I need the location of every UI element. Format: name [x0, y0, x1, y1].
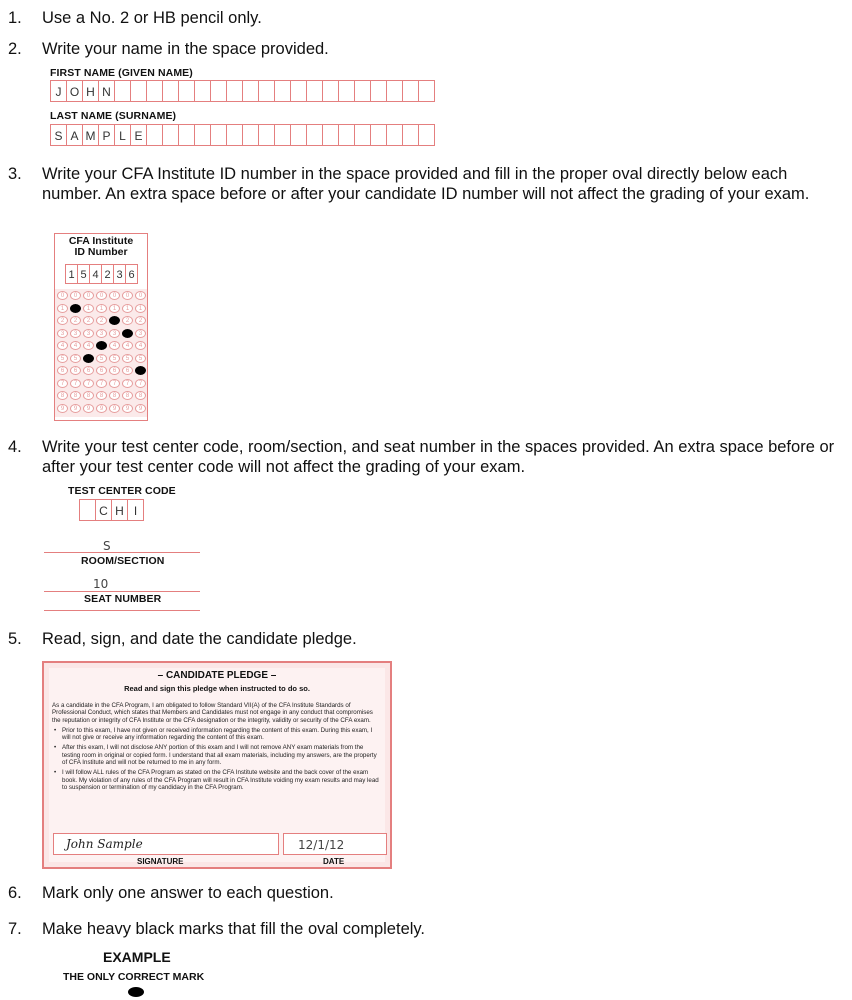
- id-bubble[interactable]: 2: [70, 316, 81, 325]
- id-bubble[interactable]: 8: [122, 391, 133, 400]
- step-number: 6.: [8, 884, 22, 902]
- first-name-letter-box[interactable]: N: [98, 80, 115, 102]
- first-name-letter-box[interactable]: [130, 80, 147, 102]
- id-bubble[interactable]: 5: [70, 354, 81, 363]
- first-name-letter-box[interactable]: [322, 80, 339, 102]
- last-name-letter-box[interactable]: [226, 124, 243, 146]
- id-bubble[interactable]: 3: [83, 329, 94, 338]
- id-number-title: [55, 236, 147, 258]
- id-bubble[interactable]: 7: [122, 379, 133, 388]
- first-name-letter-box[interactable]: [210, 80, 227, 102]
- pledge-subtitle: Read and sign this pledge when instructed to do so.: [124, 684, 310, 693]
- room-section-value: S: [103, 539, 111, 553]
- id-bubble[interactable]: 4: [109, 341, 120, 350]
- id-bubble[interactable]: 1: [122, 304, 133, 313]
- step-text: Write your test center code, room/section, and seat number in the spaces provided. An extra space before or after your test center code will not affect the grading of your exam.: [42, 438, 835, 476]
- first-name-letter-box[interactable]: [194, 80, 211, 102]
- id-bubble[interactable]: 8: [135, 391, 146, 400]
- id-bubble[interactable]: 4: [83, 341, 94, 350]
- example-subtitle: THE ONLY CORRECT MARK: [63, 971, 205, 983]
- last-name-letter-box[interactable]: [290, 124, 307, 146]
- pledge-bullet-1: • Prior to this exam, I have not given or received information regarding the content of this exam. During this exam, I will not give or receive any information regarding the content of this exam.: [58, 727, 382, 742]
- id-bubble[interactable]: 7: [83, 379, 94, 388]
- seat-number-label: SEAT NUMBER: [84, 593, 162, 605]
- id-title-line2: ID Number: [74, 246, 128, 258]
- last-name-letter-box[interactable]: [178, 124, 195, 146]
- example-filled-oval: [128, 987, 144, 997]
- test-center-code-boxes[interactable]: [79, 499, 143, 521]
- id-bubble-row: [57, 404, 148, 413]
- id-digit-box[interactable]: 3: [113, 264, 126, 284]
- signature-value: John Sample: [66, 837, 143, 851]
- id-bubble[interactable]: [96, 341, 107, 350]
- seat-number-value: 10: [93, 577, 109, 591]
- id-bubble[interactable]: 1: [109, 304, 120, 313]
- first-name-letter-box[interactable]: [290, 80, 307, 102]
- id-bubble[interactable]: 6: [70, 366, 81, 375]
- id-bubble-row: [57, 379, 148, 388]
- id-bubble[interactable]: 3: [109, 329, 120, 338]
- last-name-letter-box[interactable]: L: [114, 124, 131, 146]
- first-name-letter-box[interactable]: [114, 80, 131, 102]
- id-number-grid: [54, 233, 148, 421]
- id-bubble[interactable]: 6: [109, 366, 120, 375]
- id-bubble[interactable]: 9: [96, 404, 107, 413]
- id-bubble[interactable]: 8: [83, 391, 94, 400]
- id-bubble[interactable]: 3: [57, 329, 68, 338]
- id-bubble[interactable]: 3: [96, 329, 107, 338]
- id-bubble[interactable]: 2: [96, 316, 107, 325]
- example-title: EXAMPLE: [103, 949, 171, 965]
- id-bubble[interactable]: [70, 304, 81, 313]
- id-bubble[interactable]: 5: [96, 354, 107, 363]
- id-bubble[interactable]: [135, 366, 146, 375]
- first-name-letter-box[interactable]: [162, 80, 179, 102]
- date-field[interactable]: [283, 833, 387, 855]
- last-name-letter-box[interactable]: [402, 124, 419, 146]
- seat-number-top-line[interactable]: [44, 591, 200, 592]
- id-bubble[interactable]: 1: [83, 304, 94, 313]
- first-name-boxes[interactable]: [50, 80, 434, 102]
- first-name-letter-box[interactable]: [258, 80, 275, 102]
- id-bubble-row: [57, 291, 148, 300]
- id-bubble[interactable]: 9: [109, 404, 120, 413]
- step-number: 1.: [8, 9, 22, 27]
- id-title-line1: CFA Institute: [68, 235, 134, 247]
- first-name-letter-box[interactable]: [146, 80, 163, 102]
- signature-label: SIGNATURE: [137, 857, 184, 866]
- test-center-code-label: TEST CENTER CODE: [68, 485, 176, 497]
- id-bubble[interactable]: 2: [122, 316, 133, 325]
- id-bubble-row: [57, 391, 148, 400]
- id-bubble[interactable]: 9: [122, 404, 133, 413]
- id-bubble-row: [57, 341, 148, 350]
- last-name-letter-box[interactable]: [354, 124, 371, 146]
- first-name-letter-box[interactable]: [338, 80, 355, 102]
- id-bubble[interactable]: 9: [83, 404, 94, 413]
- last-name-letter-box[interactable]: [322, 124, 339, 146]
- test-center-code-box[interactable]: I: [127, 499, 144, 521]
- last-name-letter-box[interactable]: [146, 124, 163, 146]
- first-name-letter-box[interactable]: [402, 80, 419, 102]
- step-text: Write your CFA Institute ID number in the space provided and fill in the proper oval directly below each number. An extra space before or after your candidate ID number will not affect the grading of your exam.: [42, 165, 810, 203]
- pledge-inner: [49, 668, 385, 866]
- id-bubble[interactable]: 0: [122, 291, 133, 300]
- id-bubble[interactable]: 9: [135, 404, 146, 413]
- id-bubble-row: [57, 354, 148, 363]
- first-name-letter-box[interactable]: [418, 80, 435, 102]
- id-bubble[interactable]: 0: [109, 291, 120, 300]
- pledge-intro: As a candidate in the CFA Program, I am obligated to follow Standard VII(A) of the CFA Institute Standards of Professional Conduct, which states that Members and Candidates must not engage in any conduct that compromises the reputation or integrity of CFA Institute or the CFA designation or the integrity, validity or security of the CFA exam.: [52, 702, 373, 724]
- id-bubble[interactable]: 7: [109, 379, 120, 388]
- id-digit-box[interactable]: 5: [77, 264, 90, 284]
- id-bubble[interactable]: 9: [70, 404, 81, 413]
- pledge-title: – CANDIDATE PLEDGE –: [157, 670, 277, 681]
- id-bubble[interactable]: 9: [57, 404, 68, 413]
- pledge-bullet-2: • After this exam, I will not disclose ANY portion of this exam and I will not remove ANY exam materials from the testing room in original or copied form. I understand that all exam materials, including my answers, are the property of CFA Institute and will not be returned to me in any form.: [58, 744, 382, 766]
- id-bubble[interactable]: 6: [96, 366, 107, 375]
- id-digit-boxes[interactable]: [65, 264, 137, 284]
- id-bubble[interactable]: 2: [83, 316, 94, 325]
- last-name-letter-box[interactable]: [386, 124, 403, 146]
- step-number: 7.: [8, 920, 22, 938]
- last-name-letter-box[interactable]: [194, 124, 211, 146]
- step-number: 5.: [8, 630, 22, 648]
- first-name-letter-box[interactable]: [386, 80, 403, 102]
- id-bubble[interactable]: 4: [57, 341, 68, 350]
- first-name-letter-box[interactable]: [354, 80, 371, 102]
- id-digit-box[interactable]: 1: [65, 264, 78, 284]
- id-bubble[interactable]: 5: [135, 354, 146, 363]
- last-name-boxes[interactable]: [50, 124, 434, 146]
- first-name-letter-box[interactable]: [370, 80, 387, 102]
- id-bubble[interactable]: 6: [57, 366, 68, 375]
- step-text: Read, sign, and date the candidate pledge.: [42, 630, 357, 648]
- id-bubble[interactable]: [109, 316, 120, 325]
- id-digit-box[interactable]: 4: [89, 264, 102, 284]
- id-bubble[interactable]: [83, 354, 94, 363]
- id-bubble[interactable]: 2: [57, 316, 68, 325]
- test-center-code-box[interactable]: [79, 499, 96, 521]
- id-bubble[interactable]: 8: [96, 391, 107, 400]
- date-label: DATE: [323, 857, 345, 866]
- id-bubble[interactable]: 8: [109, 391, 120, 400]
- id-bubble-row: [57, 366, 148, 375]
- step-text: Mark only one answer to each question.: [42, 884, 334, 902]
- step-text: Make heavy black marks that fill the oval completely.: [42, 920, 426, 938]
- last-name-letter-box[interactable]: [418, 124, 435, 146]
- pledge-body: [52, 702, 382, 794]
- last-name-letter-box[interactable]: [306, 124, 323, 146]
- id-bubble[interactable]: 8: [57, 391, 68, 400]
- date-value: 12/1/12: [298, 838, 345, 852]
- last-name-letter-box[interactable]: [242, 124, 259, 146]
- room-section-label: ROOM/SECTION: [81, 555, 165, 567]
- id-bubble[interactable]: 2: [135, 316, 146, 325]
- id-bubble[interactable]: 0: [135, 291, 146, 300]
- id-bubble-row: [57, 316, 148, 325]
- last-name-letter-box[interactable]: [338, 124, 355, 146]
- candidate-pledge: [42, 661, 392, 869]
- seat-number-bottom-line: [44, 610, 200, 611]
- id-bubble[interactable]: 3: [135, 329, 146, 338]
- first-name-letter-box[interactable]: [306, 80, 323, 102]
- id-bubble[interactable]: 1: [96, 304, 107, 313]
- id-bubble[interactable]: 4: [70, 341, 81, 350]
- last-name-letter-box[interactable]: [370, 124, 387, 146]
- id-bubble[interactable]: 4: [122, 341, 133, 350]
- step-number: 2.: [8, 40, 22, 58]
- id-bubble[interactable]: 0: [57, 291, 68, 300]
- id-bubble-row: [57, 329, 148, 338]
- id-bubble[interactable]: 6: [83, 366, 94, 375]
- last-name-letter-box[interactable]: [274, 124, 291, 146]
- step-number: 3.: [8, 165, 22, 183]
- first-name-letter-box[interactable]: [226, 80, 243, 102]
- last-name-letter-box[interactable]: [210, 124, 227, 146]
- id-bubble[interactable]: 5: [57, 354, 68, 363]
- id-bubble[interactable]: 5: [122, 354, 133, 363]
- id-bubble[interactable]: 3: [70, 329, 81, 338]
- room-section-line[interactable]: [44, 552, 200, 553]
- id-bubble-grid[interactable]: [55, 289, 147, 417]
- last-name-letter-box[interactable]: M: [82, 124, 99, 146]
- last-name-letter-box[interactable]: P: [98, 124, 115, 146]
- id-bubble[interactable]: 7: [96, 379, 107, 388]
- step-text: Write your name in the space provided.: [42, 40, 329, 58]
- last-name-letter-box[interactable]: [258, 124, 275, 146]
- last-name-letter-box[interactable]: S: [50, 124, 67, 146]
- id-bubble[interactable]: 1: [135, 304, 146, 313]
- id-bubble[interactable]: 7: [57, 379, 68, 388]
- last-name-letter-box[interactable]: [162, 124, 179, 146]
- last-name-letter-box[interactable]: E: [130, 124, 147, 146]
- id-bubble[interactable]: 4: [135, 341, 146, 350]
- id-bubble[interactable]: 5: [109, 354, 120, 363]
- id-bubble[interactable]: 0: [83, 291, 94, 300]
- first-name-letter-box[interactable]: H: [82, 80, 99, 102]
- first-name-letter-box[interactable]: O: [66, 80, 83, 102]
- first-name-label: FIRST NAME (GIVEN NAME): [50, 67, 193, 79]
- id-bubble-row: [57, 304, 148, 313]
- id-bubble[interactable]: 7: [135, 379, 146, 388]
- first-name-letter-box[interactable]: [178, 80, 195, 102]
- test-center-code-box[interactable]: C: [95, 499, 112, 521]
- id-bubble[interactable]: [122, 329, 133, 338]
- id-bubble[interactable]: 7: [70, 379, 81, 388]
- id-bubble[interactable]: 0: [70, 291, 81, 300]
- first-name-letter-box[interactable]: [274, 80, 291, 102]
- id-bubble[interactable]: 8: [70, 391, 81, 400]
- first-name-letter-box[interactable]: [242, 80, 259, 102]
- last-name-letter-box[interactable]: A: [66, 124, 83, 146]
- id-digit-box[interactable]: 6: [125, 264, 138, 284]
- pledge-bullet-3: • I will follow ALL rules of the CFA Program as stated on the CFA Institute website and the back cover of the exam book. My violation of any rules of the CFA Program will result in CFA Institute voiding my exam results and may lead to suspension or termination of my candidacy in the CFA Program.: [58, 769, 382, 791]
- id-bubble[interactable]: 0: [96, 291, 107, 300]
- last-name-label: LAST NAME (SURNAME): [50, 110, 177, 122]
- id-digit-box[interactable]: 2: [101, 264, 114, 284]
- signature-field[interactable]: [53, 833, 279, 855]
- first-name-letter-box[interactable]: J: [50, 80, 67, 102]
- id-bubble[interactable]: 1: [57, 304, 68, 313]
- step-text: Use a No. 2 or HB pencil only.: [42, 9, 262, 27]
- step-number: 4.: [8, 438, 22, 456]
- id-bubble[interactable]: 6: [122, 366, 133, 375]
- test-center-code-box[interactable]: H: [111, 499, 128, 521]
